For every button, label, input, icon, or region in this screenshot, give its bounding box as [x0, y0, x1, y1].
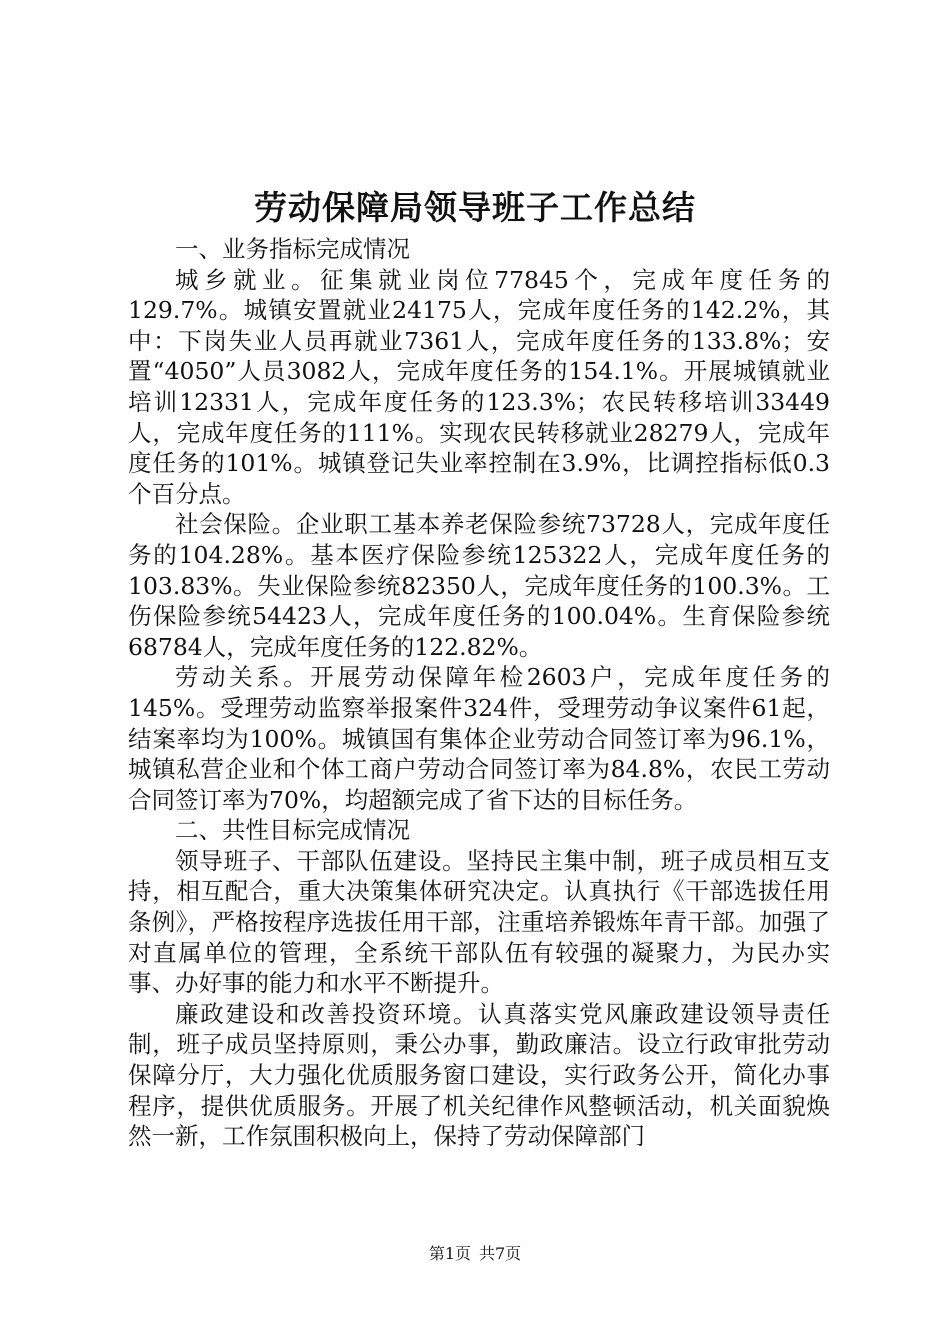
paragraph-clean-government: 廉政建设和改善投资环境。认真落实党风廉政建设领导责任制，班子成员坚持原则，秉公办事，勤政廉洁。设立行政审批劳动保障分厅，大力强化优质服务窗口建设，实行政务公开，简化办事程序，提供优质服务。开展了机关纪律作风整顿活动，机关面貌焕然一新，工作氛围积极向上，保持了劳动保障部门 [128, 999, 830, 1151]
paragraph-urban-rural-employment: 城乡就业。征集就业岗位77845个，完成年度任务的129.7%。城镇安置就业24175人，完成年度任务的142.2%，其中：下岗失业人员再就业7361人，完成年度任务的133.8%；安置“4050”人员3082人，完成年度任务的154.1%。开展城镇就业培训12331人，完成年度任务的123.3%；农民转移培训33449人，完成年度任务的111%。实现农民转移就业28279人，完成年度任务的101%。城镇登记失业率控制在3.9%，比调控指标低0.3个百分点。 [128, 265, 830, 508]
document-body [128, 234, 830, 1152]
section-heading-2: 二、共性目标完成情况 [175, 816, 410, 845]
page-number: 第1页 [428, 1244, 471, 1263]
document-title: 劳动保障局领导班子工作总结 [254, 188, 696, 227]
page-count: 共7页 [479, 1244, 522, 1263]
paragraph-social-insurance: 社会保险。企业职工基本养老保险参统73728人，完成年度任务的104.28%。基本医疗保险参统125322人，完成年度任务的103.83%。失业保险参统82350人，完成年度任务的100.3%。工伤保险参统54423人，完成年度任务的100.04%。生育保险参统68784人，完成年度任务的122.82%。 [128, 510, 830, 661]
paragraph-leadership-team: 领导班子、干部队伍建设。坚持民主集中制，班子成员相互支持，相互配合，重大决策集体研究决定。认真执行《干部选拔任用条例》，严格按程序选拔任用干部，注重培养锻炼年青干部。加强了对直属单位的管理，全系统干部队伍有较强的凝聚力，为民办实事、办好事的能力和水平不断提升。 [128, 846, 830, 998]
page-footer [0, 1243, 950, 1265]
paragraph-labor-relations: 劳动关系。开展劳动保障年检2603户，完成年度任务的145%。受理劳动监察举报案件324件，受理劳动争议案件61起，结案率均为100%。城镇国有集体企业劳动合同签订率为96.1%，城镇私营企业和个体工商户劳动合同签订率为84.8%，农民工劳动合同签订率为70%，均超额完成了省下达的目标任务。 [128, 663, 830, 814]
section-heading-1: 一、业务指标完成情况 [175, 235, 410, 263]
